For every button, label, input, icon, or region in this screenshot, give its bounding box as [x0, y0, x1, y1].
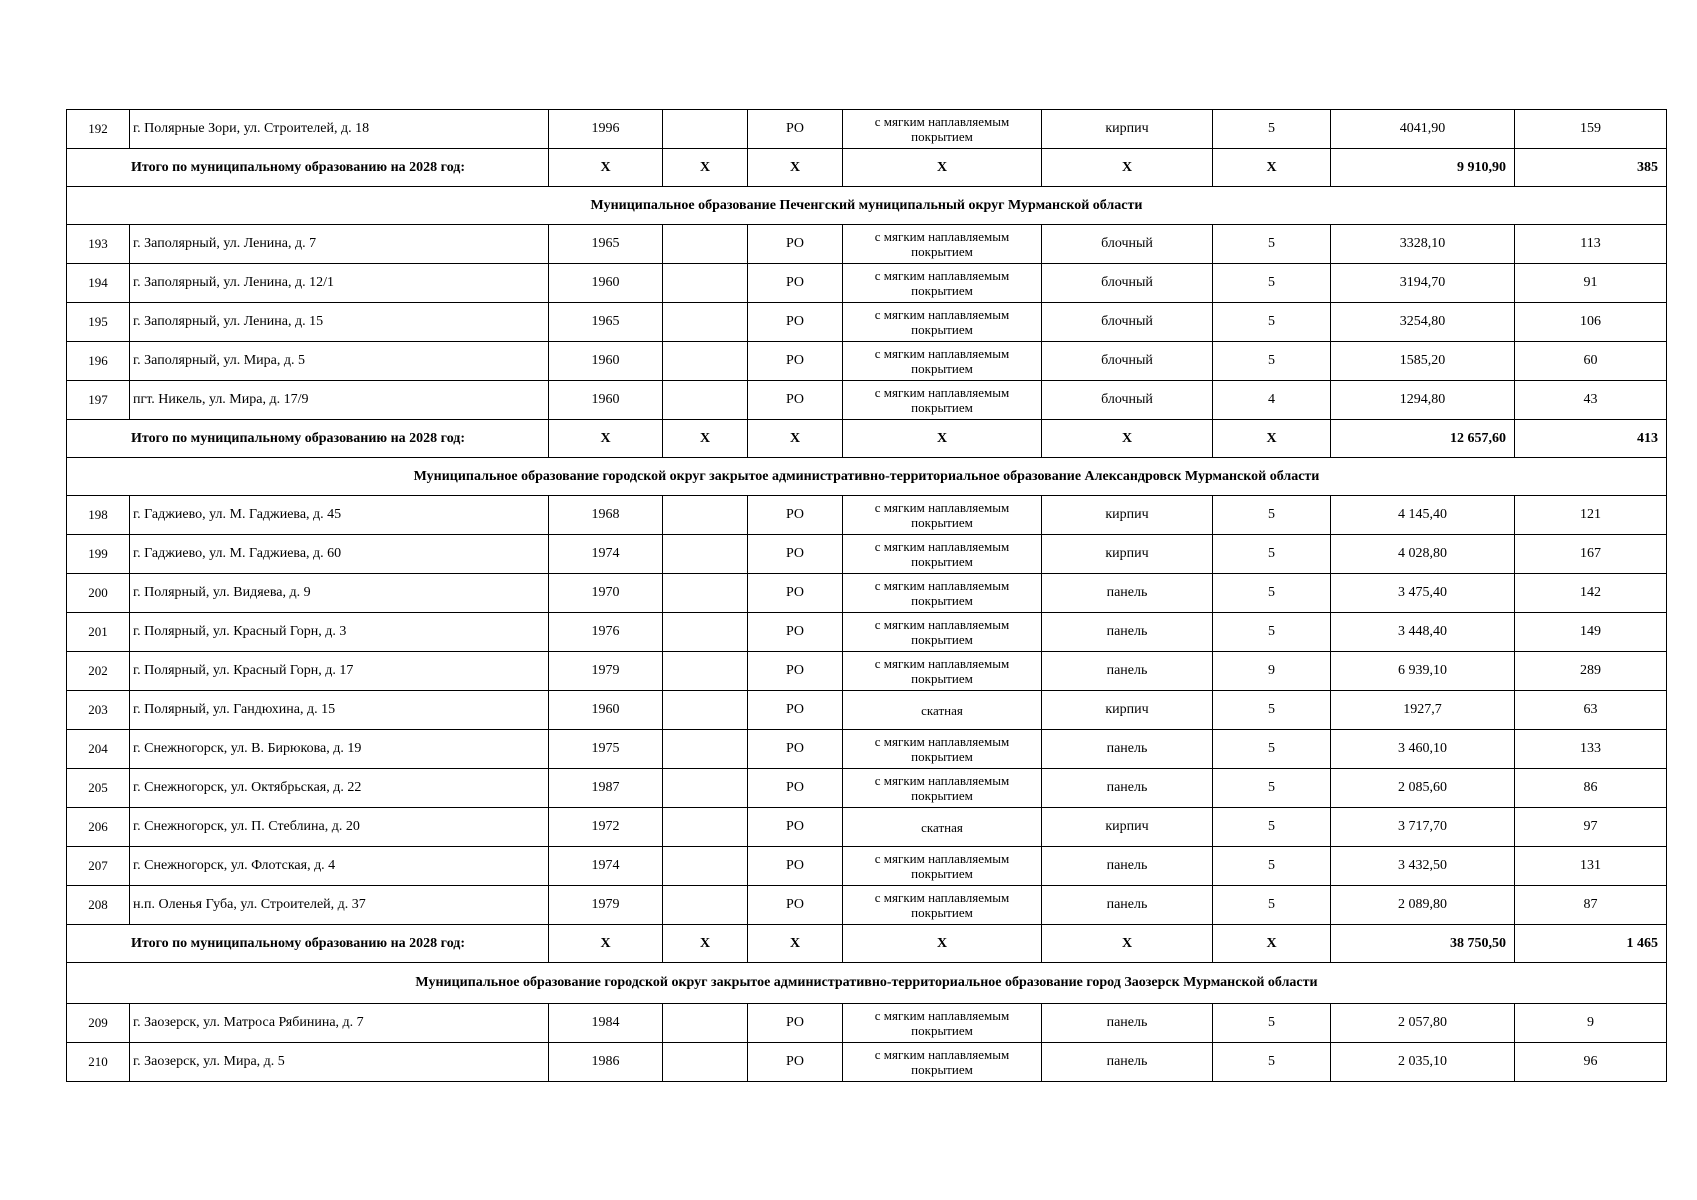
total-x-mark: X — [549, 149, 663, 187]
floor-count: 5 — [1213, 730, 1331, 769]
row-number: 208 — [67, 886, 130, 925]
empty-cell — [663, 808, 748, 847]
row-number: 197 — [67, 381, 130, 420]
address: г. Снежногорск, ул. Флотская, д. 4 — [130, 847, 549, 886]
floor-count: 5 — [1213, 1004, 1331, 1043]
floor-count: 5 — [1213, 691, 1331, 730]
empty-cell — [663, 381, 748, 420]
table-row — [67, 847, 1667, 886]
ro-code: РО — [748, 342, 843, 381]
row-number: 192 — [67, 110, 130, 149]
wall-material: панель — [1042, 847, 1213, 886]
year-built: 1972 — [549, 808, 663, 847]
document-page — [66, 109, 1666, 1082]
year-built: 1974 — [549, 535, 663, 574]
resident-count: 106 — [1515, 303, 1667, 342]
floor-count: 5 — [1213, 613, 1331, 652]
resident-count: 86 — [1515, 769, 1667, 808]
row-number: 194 — [67, 264, 130, 303]
section-header-row — [67, 458, 1667, 496]
total-x-mark: X — [663, 925, 748, 963]
table-row — [67, 613, 1667, 652]
address: н.п. Оленья Губа, ул. Строителей, д. 37 — [130, 886, 549, 925]
total-x-mark: X — [1042, 925, 1213, 963]
total-area: 38 750,50 — [1331, 925, 1515, 963]
year-built: 1976 — [549, 613, 663, 652]
address: г. Полярный, ул. Гандюхина, д. 15 — [130, 691, 549, 730]
address: г. Заозерск, ул. Мира, д. 5 — [130, 1043, 549, 1082]
total-residents: 413 — [1515, 420, 1667, 458]
year-built: 1968 — [549, 496, 663, 535]
total-area: 3194,70 — [1331, 264, 1515, 303]
total-area: 4 145,40 — [1331, 496, 1515, 535]
row-number: 207 — [67, 847, 130, 886]
resident-count: 91 — [1515, 264, 1667, 303]
wall-material: панель — [1042, 886, 1213, 925]
row-number: 193 — [67, 225, 130, 264]
row-number: 196 — [67, 342, 130, 381]
floor-count: 9 — [1213, 652, 1331, 691]
address: г. Гаджиево, ул. М. Гаджиева, д. 60 — [130, 535, 549, 574]
year-built: 1975 — [549, 730, 663, 769]
address: г. Снежногорск, ул. В. Бирюкова, д. 19 — [130, 730, 549, 769]
ro-code: РО — [748, 730, 843, 769]
floor-count: 5 — [1213, 496, 1331, 535]
total-area: 3 448,40 — [1331, 613, 1515, 652]
ro-code: РО — [748, 496, 843, 535]
total-area: 12 657,60 — [1331, 420, 1515, 458]
wall-material: блочный — [1042, 264, 1213, 303]
address: г. Заозерск, ул. Матроса Рябинина, д. 7 — [130, 1004, 549, 1043]
table-row — [67, 381, 1667, 420]
roof-type: с мягким наплавляемым покрытием — [843, 652, 1042, 691]
ro-code: РО — [748, 691, 843, 730]
roof-type: с мягким наплавляемым покрытием — [843, 303, 1042, 342]
wall-material: панель — [1042, 1004, 1213, 1043]
resident-count: 142 — [1515, 574, 1667, 613]
wall-material: панель — [1042, 652, 1213, 691]
roof-type: с мягким наплавляемым покрытием — [843, 730, 1042, 769]
ro-code: РО — [748, 847, 843, 886]
roof-type: с мягким наплавляемым покрытием — [843, 847, 1042, 886]
total-x-mark: X — [1042, 149, 1213, 187]
ro-code: РО — [748, 886, 843, 925]
total-x-mark: X — [1213, 925, 1331, 963]
resident-count: 113 — [1515, 225, 1667, 264]
floor-count: 5 — [1213, 110, 1331, 149]
roof-type: с мягким наплавляемым покрытием — [843, 613, 1042, 652]
total-x-mark: X — [1213, 149, 1331, 187]
ro-code: РО — [748, 652, 843, 691]
resident-count: 96 — [1515, 1043, 1667, 1082]
table-row — [67, 110, 1667, 149]
ro-code: РО — [748, 769, 843, 808]
row-number: 210 — [67, 1043, 130, 1082]
resident-count: 159 — [1515, 110, 1667, 149]
address: г. Гаджиево, ул. М. Гаджиева, д. 45 — [130, 496, 549, 535]
ro-code: РО — [748, 1004, 843, 1043]
year-built: 1960 — [549, 691, 663, 730]
row-number: 201 — [67, 613, 130, 652]
table-row — [67, 574, 1667, 613]
total-area: 1585,20 — [1331, 342, 1515, 381]
roof-type: с мягким наплавляемым покрытием — [843, 1004, 1042, 1043]
total-area: 2 035,10 — [1331, 1043, 1515, 1082]
year-built: 1984 — [549, 1004, 663, 1043]
empty-cell — [663, 730, 748, 769]
table-row — [67, 808, 1667, 847]
total-row — [67, 149, 1667, 187]
table-row — [67, 652, 1667, 691]
address: г. Заполярный, ул. Мира, д. 5 — [130, 342, 549, 381]
total-x-mark: X — [549, 925, 663, 963]
resident-count: 43 — [1515, 381, 1667, 420]
floor-count: 5 — [1213, 886, 1331, 925]
year-built: 1987 — [549, 769, 663, 808]
row-number: 209 — [67, 1004, 130, 1043]
empty-cell — [663, 342, 748, 381]
total-area: 1927,7 — [1331, 691, 1515, 730]
total-x-mark: X — [663, 420, 748, 458]
total-x-mark: X — [748, 925, 843, 963]
total-x-mark: X — [1213, 420, 1331, 458]
wall-material: панель — [1042, 730, 1213, 769]
total-area: 3 432,50 — [1331, 847, 1515, 886]
wall-material: кирпич — [1042, 535, 1213, 574]
roof-type: с мягким наплавляемым покрытием — [843, 496, 1042, 535]
total-area: 4041,90 — [1331, 110, 1515, 149]
address: г. Заполярный, ул. Ленина, д. 12/1 — [130, 264, 549, 303]
resident-count: 87 — [1515, 886, 1667, 925]
floor-count: 5 — [1213, 535, 1331, 574]
row-number: 202 — [67, 652, 130, 691]
row-number: 195 — [67, 303, 130, 342]
table-row — [67, 264, 1667, 303]
address: г. Полярные Зори, ул. Строителей, д. 18 — [130, 110, 549, 149]
ro-code: РО — [748, 381, 843, 420]
total-area: 1294,80 — [1331, 381, 1515, 420]
floor-count: 5 — [1213, 847, 1331, 886]
table-row — [67, 225, 1667, 264]
total-area: 3 475,40 — [1331, 574, 1515, 613]
row-number: 205 — [67, 769, 130, 808]
total-x-mark: X — [549, 420, 663, 458]
roof-type: с мягким наплавляемым покрытием — [843, 110, 1042, 149]
wall-material: блочный — [1042, 381, 1213, 420]
resident-count: 121 — [1515, 496, 1667, 535]
ro-code: РО — [748, 225, 843, 264]
address: г. Снежногорск, ул. П. Стеблина, д. 20 — [130, 808, 549, 847]
table-body — [67, 110, 1667, 1082]
total-residents: 1 465 — [1515, 925, 1667, 963]
year-built: 1986 — [549, 1043, 663, 1082]
table-row — [67, 1043, 1667, 1082]
empty-cell — [663, 1043, 748, 1082]
total-x-mark: X — [748, 420, 843, 458]
ro-code: РО — [748, 808, 843, 847]
row-number: 203 — [67, 691, 130, 730]
total-area: 3254,80 — [1331, 303, 1515, 342]
table-row — [67, 769, 1667, 808]
year-built: 1979 — [549, 886, 663, 925]
row-number: 198 — [67, 496, 130, 535]
roof-type: с мягким наплавляемым покрытием — [843, 574, 1042, 613]
empty-cell — [663, 496, 748, 535]
year-built: 1965 — [549, 303, 663, 342]
empty-cell — [663, 886, 748, 925]
empty-cell — [663, 613, 748, 652]
year-built: 1974 — [549, 847, 663, 886]
ro-code: РО — [748, 110, 843, 149]
row-number: 206 — [67, 808, 130, 847]
total-label: Итого по муниципальному образованию на 2028 год: — [67, 925, 549, 963]
total-area: 4 028,80 — [1331, 535, 1515, 574]
table-row — [67, 496, 1667, 535]
roof-type: с мягким наплавляемым покрытием — [843, 381, 1042, 420]
resident-count: 131 — [1515, 847, 1667, 886]
wall-material: кирпич — [1042, 691, 1213, 730]
ro-code: РО — [748, 574, 843, 613]
wall-material: панель — [1042, 769, 1213, 808]
wall-material: кирпич — [1042, 110, 1213, 149]
floor-count: 5 — [1213, 303, 1331, 342]
address: г. Полярный, ул. Красный Горн, д. 17 — [130, 652, 549, 691]
section-header: Муниципальное образование Печенгский муниципальный округ Мурманской области — [67, 187, 1667, 225]
wall-material: кирпич — [1042, 496, 1213, 535]
floor-count: 5 — [1213, 1043, 1331, 1082]
wall-material: блочный — [1042, 225, 1213, 264]
wall-material: панель — [1042, 1043, 1213, 1082]
total-row — [67, 420, 1667, 458]
total-area: 3 717,70 — [1331, 808, 1515, 847]
roof-type: с мягким наплавляемым покрытием — [843, 342, 1042, 381]
total-area: 3 460,10 — [1331, 730, 1515, 769]
roof-type: с мягким наплавляемым покрытием — [843, 535, 1042, 574]
ro-code: РО — [748, 613, 843, 652]
resident-count: 63 — [1515, 691, 1667, 730]
empty-cell — [663, 574, 748, 613]
address: г. Заполярный, ул. Ленина, д. 15 — [130, 303, 549, 342]
address: г. Снежногорск, ул. Октябрьская, д. 22 — [130, 769, 549, 808]
empty-cell — [663, 225, 748, 264]
total-area: 6 939,10 — [1331, 652, 1515, 691]
empty-cell — [663, 303, 748, 342]
empty-cell — [663, 769, 748, 808]
floor-count: 5 — [1213, 264, 1331, 303]
roof-type: скатная — [843, 691, 1042, 730]
table-row — [67, 303, 1667, 342]
row-number: 200 — [67, 574, 130, 613]
empty-cell — [663, 1004, 748, 1043]
empty-cell — [663, 264, 748, 303]
wall-material: блочный — [1042, 303, 1213, 342]
table-row — [67, 1004, 1667, 1043]
total-x-mark: X — [843, 149, 1042, 187]
resident-count: 289 — [1515, 652, 1667, 691]
address: пгт. Никель, ул. Мира, д. 17/9 — [130, 381, 549, 420]
section-header: Муниципальное образование городской округ закрытое административно-территориальное образование город Заозерск Мурманской области — [67, 963, 1667, 1004]
total-x-mark: X — [843, 420, 1042, 458]
resident-count: 97 — [1515, 808, 1667, 847]
section-header: Муниципальное образование городской округ закрытое административно-территориальное образование Александровск Мурманской области — [67, 458, 1667, 496]
year-built: 1960 — [549, 264, 663, 303]
resident-count: 167 — [1515, 535, 1667, 574]
ro-code: РО — [748, 1043, 843, 1082]
resident-count: 149 — [1515, 613, 1667, 652]
ro-code: РО — [748, 264, 843, 303]
wall-material: кирпич — [1042, 808, 1213, 847]
table-row — [67, 691, 1667, 730]
year-built: 1970 — [549, 574, 663, 613]
houses-table — [66, 109, 1667, 1082]
table-row — [67, 535, 1667, 574]
year-built: 1960 — [549, 381, 663, 420]
table-row — [67, 730, 1667, 769]
total-area: 9 910,90 — [1331, 149, 1515, 187]
table-row — [67, 342, 1667, 381]
roof-type: с мягким наплавляемым покрытием — [843, 1043, 1042, 1082]
total-area: 2 057,80 — [1331, 1004, 1515, 1043]
floor-count: 5 — [1213, 342, 1331, 381]
total-x-mark: X — [748, 149, 843, 187]
address: г. Полярный, ул. Красный Горн, д. 3 — [130, 613, 549, 652]
empty-cell — [663, 847, 748, 886]
floor-count: 5 — [1213, 808, 1331, 847]
total-x-mark: X — [843, 925, 1042, 963]
wall-material: панель — [1042, 613, 1213, 652]
section-header-row — [67, 963, 1667, 1004]
total-label: Итого по муниципальному образованию на 2028 год: — [67, 149, 549, 187]
row-number: 199 — [67, 535, 130, 574]
floor-count: 4 — [1213, 381, 1331, 420]
ro-code: РО — [748, 303, 843, 342]
year-built: 1979 — [549, 652, 663, 691]
roof-type: с мягким наплавляемым покрытием — [843, 769, 1042, 808]
roof-type: с мягким наплавляемым покрытием — [843, 264, 1042, 303]
address: г. Заполярный, ул. Ленина, д. 7 — [130, 225, 549, 264]
floor-count: 5 — [1213, 574, 1331, 613]
total-x-mark: X — [663, 149, 748, 187]
roof-type: с мягким наплавляемым покрытием — [843, 886, 1042, 925]
empty-cell — [663, 652, 748, 691]
total-area: 3328,10 — [1331, 225, 1515, 264]
address: г. Полярный, ул. Видяева, д. 9 — [130, 574, 549, 613]
year-built: 1960 — [549, 342, 663, 381]
floor-count: 5 — [1213, 769, 1331, 808]
total-x-mark: X — [1042, 420, 1213, 458]
resident-count: 9 — [1515, 1004, 1667, 1043]
year-built: 1965 — [549, 225, 663, 264]
roof-type: с мягким наплавляемым покрытием — [843, 225, 1042, 264]
total-area: 2 085,60 — [1331, 769, 1515, 808]
total-row — [67, 925, 1667, 963]
roof-type: скатная — [843, 808, 1042, 847]
floor-count: 5 — [1213, 225, 1331, 264]
empty-cell — [663, 110, 748, 149]
row-number: 204 — [67, 730, 130, 769]
wall-material: блочный — [1042, 342, 1213, 381]
empty-cell — [663, 535, 748, 574]
year-built: 1996 — [549, 110, 663, 149]
resident-count: 133 — [1515, 730, 1667, 769]
total-label: Итого по муниципальному образованию на 2028 год: — [67, 420, 549, 458]
empty-cell — [663, 691, 748, 730]
table-row — [67, 886, 1667, 925]
total-area: 2 089,80 — [1331, 886, 1515, 925]
total-residents: 385 — [1515, 149, 1667, 187]
ro-code: РО — [748, 535, 843, 574]
section-header-row — [67, 187, 1667, 225]
resident-count: 60 — [1515, 342, 1667, 381]
wall-material: панель — [1042, 574, 1213, 613]
